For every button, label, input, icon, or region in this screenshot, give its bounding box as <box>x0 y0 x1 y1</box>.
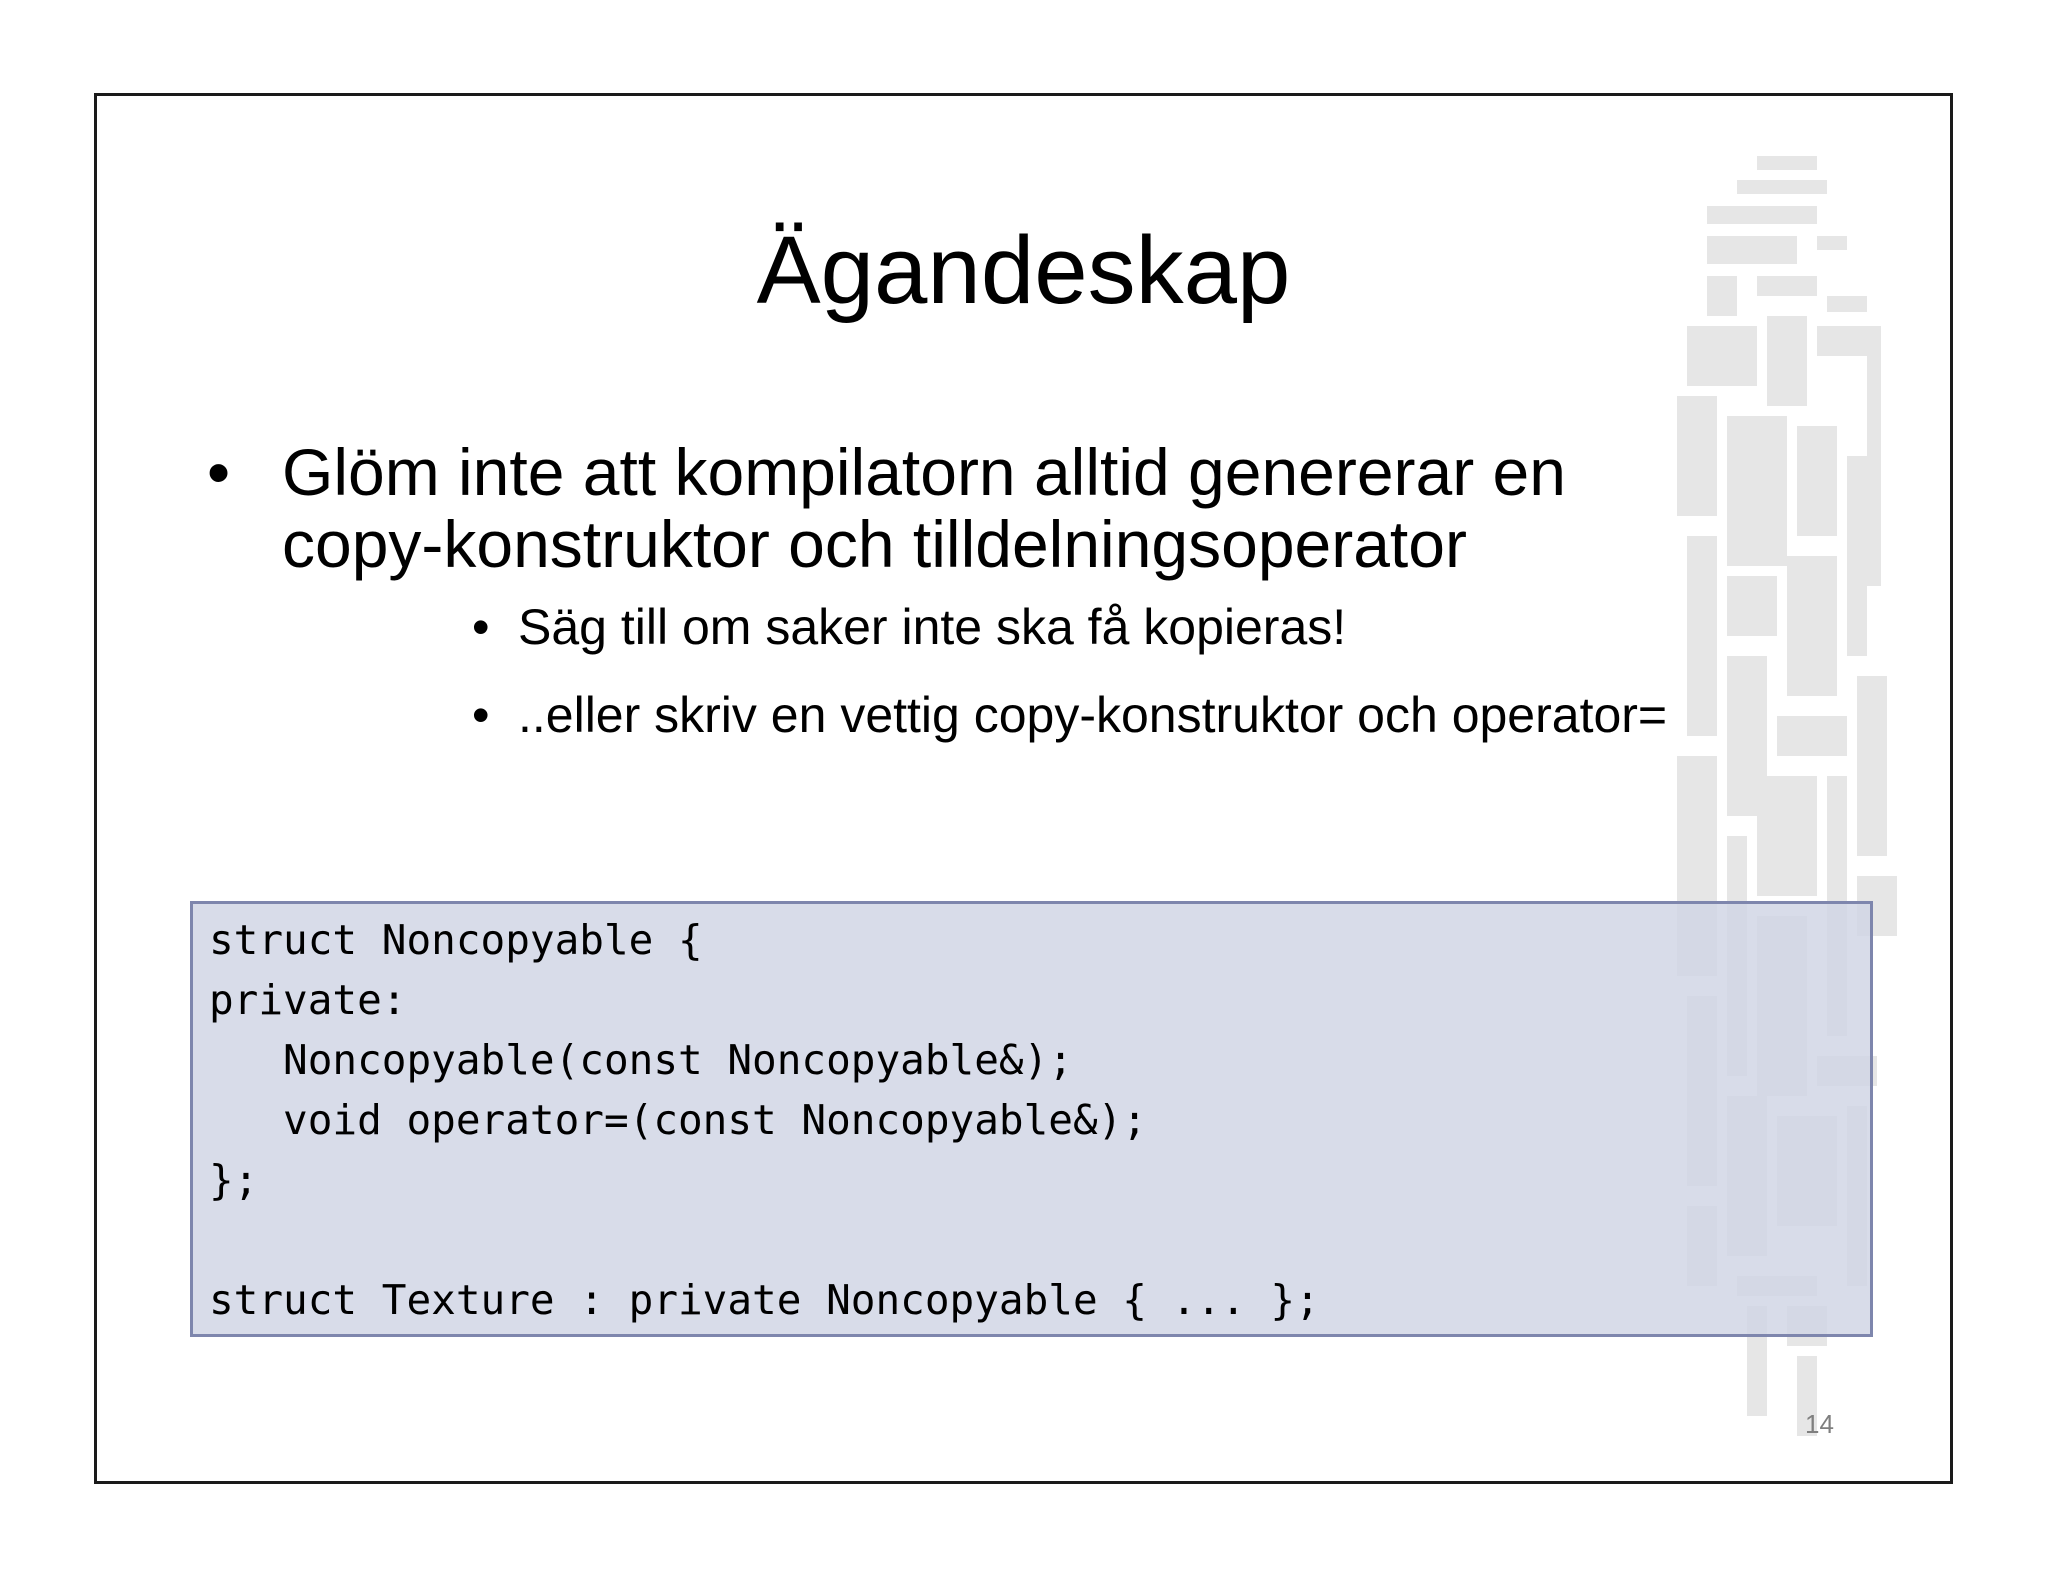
sub-bullet-marker: • <box>472 599 490 655</box>
code-line: struct Noncopyable { <box>209 916 703 964</box>
bullet-text-line: copy-konstruktor och tilldelningsoperator <box>282 507 1467 581</box>
slide-title: Ägandeskap <box>756 217 1291 324</box>
page-number: 14 <box>1805 1409 1834 1439</box>
code-line <box>209 1210 1870 1270</box>
bullet-marker: • <box>207 435 231 509</box>
code-line: struct Texture : private Noncopyable { ... }; <box>209 1276 1320 1324</box>
sub-bullet-list <box>282 598 1907 744</box>
code-line: private: <box>209 976 407 1024</box>
code-line: Noncopyable(const Noncopyable&); <box>209 1036 1073 1084</box>
code-line: }; <box>209 1156 259 1204</box>
code-line: void operator=(const Noncopyable&); <box>209 1096 1147 1144</box>
bullet-item <box>207 436 1907 744</box>
slide <box>94 93 1953 1484</box>
sub-bullet-marker: • <box>472 687 490 743</box>
bullet-text-line: Glöm inte att kompilatorn alltid genererar en <box>282 435 1566 509</box>
sub-bullet-text: ..eller skriv en vettig copy-konstruktor och operator= <box>518 687 1668 743</box>
code-block <box>190 901 1873 1337</box>
sub-bullet-item <box>472 598 1907 656</box>
sub-bullet-item <box>472 686 1907 744</box>
bullet-list <box>207 436 1907 774</box>
sub-bullet-text: Säg till om saker inte ska få kopieras! <box>518 599 1347 655</box>
